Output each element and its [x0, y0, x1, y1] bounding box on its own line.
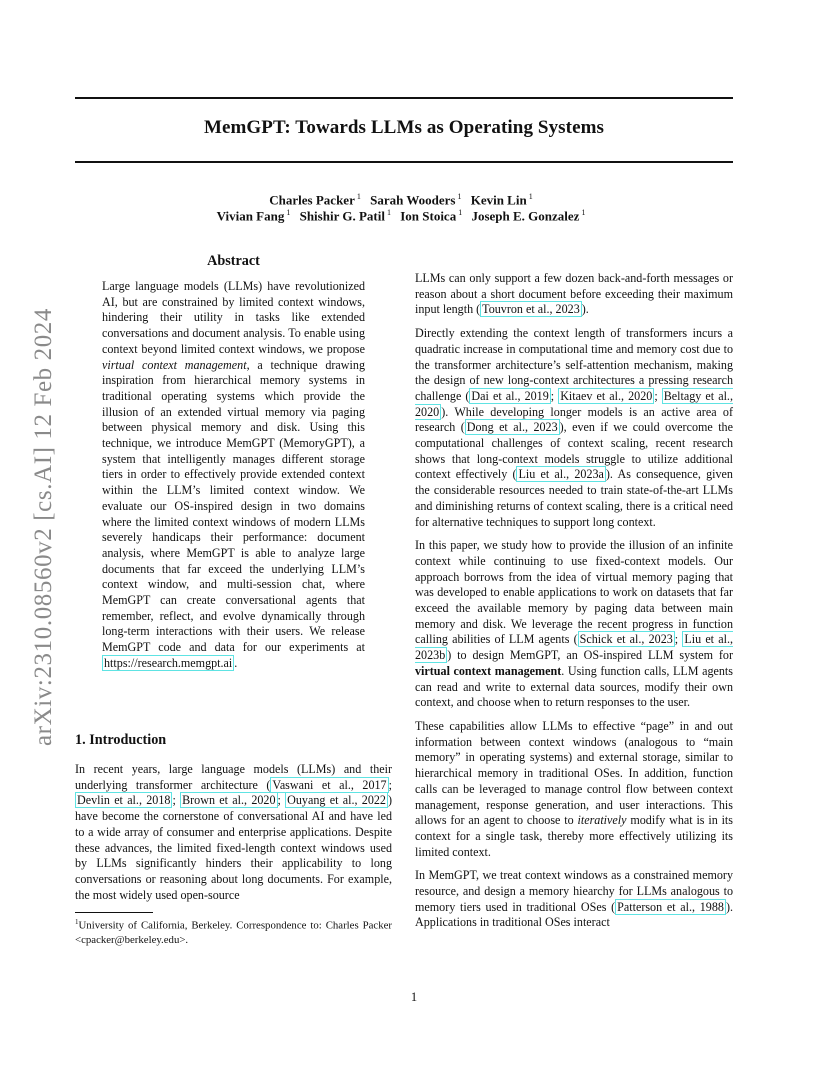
title-top-rule [75, 97, 733, 99]
body-paragraph: LLMs can only support a few dozen back-and-forth messages or reason about a short document before exceeding their maximum input length ( Touvron et al., 2023 ). [415, 271, 733, 317]
bold-term: virtual context management [415, 663, 562, 678]
right-column [415, 271, 733, 939]
author-name: Joseph E. Gonzalez [471, 208, 580, 224]
citation-link[interactable]: Ouyang et al., 2022 [287, 793, 386, 808]
affiliation-mark: 1 [356, 192, 361, 201]
citation-link[interactable]: Brown et al., 2020 [182, 793, 276, 808]
citation-link[interactable]: Kitaev et al., 2020 [560, 388, 653, 403]
citation-link[interactable]: Devlin et al., 2018 [77, 793, 171, 808]
abstract-text: Large language models (LLMs) have revolutionized AI, but are constrained by limited context windows, hindering their utility in tasks like extended conversations and document analysis. To enable using context beyond limited context windows, we propose virtual context management, a technique drawing inspiration from hierarchical memory systems in traditional operating systems which provide the illusion of an extended virtual memory via paging between physical memory and disk. Using this technique, we introduce MemGPT (MemoryGPT), a system that intelligently manages different storage tiers in order to effectively provide extended context within the LLM’s limited context window. We evaluate our OS-inspired design in two domains where the limited context windows of modern LLMs severely handicaps their performance: document analysis, where MemGPT is able to analyze large documents that far exceed the underlying LLM’s context window, and multi-session chat, where MemGPT can create conversational agents that remember, reflect, and evolve dynamically through long-term interactions with their users. We release MemGPT code and data for our experiments at https://research.memgpt.ai . [102, 279, 365, 670]
body-paragraph: Directly extending the context length of transformers incurs a quadratic increase in computational time and memory cost due to the transformer architecture’s self-attention mechanism, making the design of new long-context architectures a pressing research challenge ( Dai et al., 2019 ; Kitaev et al., 2020 ; Beltagy et al., 2020 ). While developing longer models is an active area of research ( Dong et al., 2023 ), even if we could overcome the computational challenges of context scaling, recent research shows that long-context models struggle to utilize additional context effectively ( Liu et al., 2023a ). As consequence, given the considerable resources needed to train state-of-the-art LLMs and diminishing returns of context scaling, there is a critical need for alternative techniques to support long context. [415, 326, 733, 529]
footnote-mark: 1 [75, 918, 79, 926]
citation-link[interactable]: Patterson et al., 1988 [617, 899, 724, 914]
affiliation-mark: 1 [458, 208, 463, 217]
citation-link[interactable]: Vaswani et al., 2017 [272, 777, 387, 792]
affiliation-mark: 1 [457, 192, 462, 201]
author-name: Kevin Lin [470, 192, 527, 208]
abstract-heading: Abstract [207, 253, 260, 269]
intro-paragraph: In recent years, large language models (LLMs) and their underlying transformer architecture ( Vaswani et al., 2017 ; Devlin et al., 2018 ; Brown et al., 2020 ; Ouyang et al., 2022 ) have become the cornerstone of conversational AI and have led to a wide array of consumer and enterprise applications. Despite these advances, the limited fixed-length context windows used by LLMs significantly hinders their applicability to long conversations or reasoning about long documents. For example, the most widely used open-source [75, 762, 392, 902]
footnote-rule [75, 912, 153, 913]
paper-title: MemGPT: Towards LLMs as Operating Systems [203, 117, 605, 138]
section-heading-introduction: 1. Introduction [75, 732, 167, 748]
emphasis: iteratively [577, 813, 627, 828]
body-paragraph: In MemGPT, we treat context windows as a constrained memory resource, and design a memory hiearchy for LLMs analogous to memory tiers used in traditional OSes ( Patterson et al., 1988 ). Applications in traditional OSes interact [415, 868, 733, 930]
intro-left-column [75, 762, 392, 911]
citation-link[interactable]: Liu et al., 2023b [415, 632, 734, 663]
author-name: Sarah Wooders [370, 192, 456, 208]
author-name: Shishir G. Patil [299, 208, 385, 224]
citation-link[interactable]: Schick et al., 2023 [579, 632, 673, 647]
author-name: Vivian Fang [216, 208, 285, 224]
project-url-link[interactable]: https://research.memgpt.ai [104, 655, 233, 670]
affiliation-mark: 1 [581, 208, 586, 217]
citation-link[interactable]: Beltagy et al., 2020 [415, 388, 733, 419]
page-number: 1 [410, 990, 418, 1004]
author-name: Ion Stoica [400, 208, 457, 224]
citation-link[interactable]: Touvron et al., 2023 [482, 302, 580, 317]
author-name: Charles Packer [269, 192, 355, 208]
author-row-1 [75, 192, 733, 208]
affiliation-mark: 1 [528, 192, 533, 201]
arxiv-identifier-stamp: arXiv:2310.08560v2 [cs.AI] 12 Feb 2024 [30, 307, 57, 747]
body-paragraph: In this paper, we study how to provide the illusion of an infinite context while continuing to use fixed-context models. Our approach borrows from the idea of virtual memory paging that was developed to enable applications to work on datasets that far exceed the available memory by paging data between main memory and disk. We leverage the recent progress in function calling abilities of LLM agents ( Schick et al., 2023 ; Liu et al., 2023b ) to design MemGPT, an OS-inspired LLM system for virtual context management. Using function calls, LLM agents can read and write to external data sources, modify their own context, and choose when to return responses to the user. [415, 538, 734, 710]
author-row-2 [75, 208, 733, 224]
citation-link[interactable]: Dong et al., 2023 [466, 420, 558, 435]
body-paragraph: These capabilities allow LLMs to effective “page” in and out information between context windows (analogous to “main memory” in operating systems) and external storage, similar to hierarchical memory in traditional OSes. In addition, function calls can be leveraged to manage control flow between context management, response generation, and user interactions. This allows for an agent to choose to iteratively modify what is in its context for a single task, thereby more effectively utilizing its limited context. [415, 718, 733, 859]
affiliation-mark: 1 [386, 208, 391, 217]
emphasis: virtual context management [102, 357, 247, 372]
affiliation-footnote: $^1$University of California, Berkeley. Correspondence to: Charles Packer <cpacker@berkeley.edu>. [75, 918, 392, 946]
citation-link[interactable]: Dai et al., 2019 [471, 388, 549, 403]
affiliation-mark: 1 [286, 208, 291, 217]
title-bottom-rule [75, 161, 733, 163]
citation-link[interactable]: Liu et al., 2023a [518, 467, 604, 482]
